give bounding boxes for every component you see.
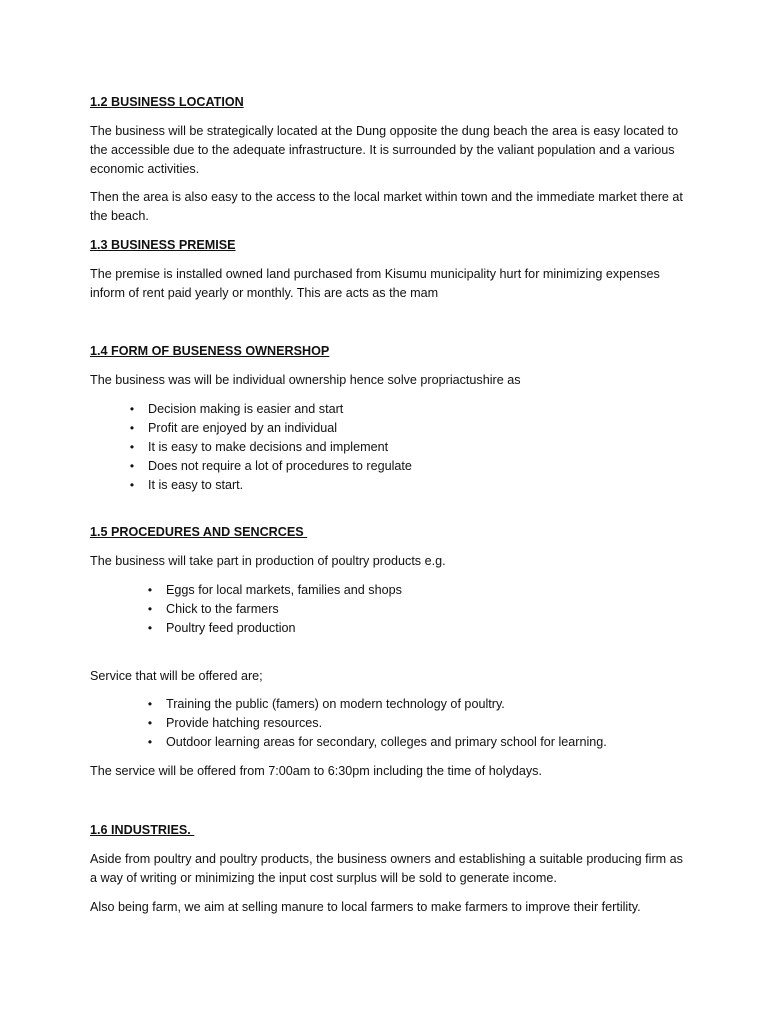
- bullet-icon: •: [147, 602, 153, 616]
- list-item: [147, 714, 607, 733]
- list-item-text: Training the public (famers) on modern technology of poultry.: [166, 697, 505, 711]
- paragraph-procedures-intro: The business will take part in production of poultry products e.g.: [90, 554, 446, 568]
- bullet-icon: •: [147, 716, 153, 730]
- list-item-text: Eggs for local markets, families and shops: [166, 583, 402, 597]
- bullet-icon: •: [129, 459, 135, 473]
- list-item-text: Poultry feed production: [166, 621, 296, 635]
- bullet-icon: •: [129, 421, 135, 435]
- paragraph-services-intro: Service that will be offered are;: [90, 669, 263, 683]
- paragraph-location-2: Then the area is also easy to the access to the local market within town and the immediate market there at the beach.: [90, 190, 683, 223]
- list-item: [147, 619, 402, 638]
- products-bullet-list: [147, 581, 402, 638]
- list-item: [147, 581, 402, 600]
- list-item: [129, 438, 412, 457]
- list-item: [129, 419, 412, 438]
- paragraph-service-hours: The service will be offered from 7:00am to 6:30pm including the time of holydays.: [90, 764, 542, 778]
- list-item: [147, 695, 607, 714]
- paragraph-industries-2: Also being farm, we aim at selling manure to local farmers to make farmers to improve their fertility.: [90, 900, 641, 914]
- list-item-text: Profit are enjoyed by an individual: [148, 421, 338, 435]
- list-item: [129, 476, 412, 495]
- list-item: [147, 600, 402, 619]
- section-heading-ownership: 1.4 FORM OF BUSENESS OWNERSHOP: [90, 344, 330, 358]
- list-item-text: It is easy to make decisions and implement: [148, 440, 389, 454]
- list-item: [129, 457, 412, 476]
- services-bullet-list: [147, 695, 607, 752]
- list-item-text: Decision making is easier and start: [148, 402, 344, 416]
- paragraph-industries-1: Aside from poultry and poultry products, the business owners and establishing a suitable producing firm as a way of writing or minimizing the input cost surplus will be sold to generate income.: [90, 852, 683, 885]
- list-item-text: Provide hatching resources.: [166, 716, 323, 730]
- list-item-text: It is easy to start.: [148, 478, 244, 492]
- list-item: [147, 733, 607, 752]
- paragraph-ownership-intro: The business was will be individual ownership hence solve propriactushire as: [90, 373, 521, 387]
- bullet-icon: •: [129, 402, 135, 416]
- list-item-text: Chick to the farmers: [166, 602, 279, 616]
- bullet-icon: •: [147, 697, 153, 711]
- bullet-icon: •: [147, 735, 153, 749]
- bullet-icon: •: [129, 440, 135, 454]
- section-heading-business-premise: 1.3 BUSINESS PREMISE: [90, 238, 236, 252]
- bullet-icon: •: [147, 621, 153, 635]
- list-item: [129, 400, 412, 419]
- bullet-icon: •: [129, 478, 135, 492]
- section-heading-industries: 1.6 INDUSTRIES.: [90, 823, 195, 837]
- list-item-text: Does not require a lot of procedures to regulate: [148, 459, 412, 473]
- paragraph-location-1: The business will be strategically located at the Dung opposite the dung beach the area is easy located to the accessible due to the adequate infrastructure. It is surrounded by the valiant population and a various economic activities.: [90, 124, 679, 176]
- list-item-text: Outdoor learning areas for secondary, colleges and primary school for learning.: [166, 735, 607, 749]
- paragraph-premise: The premise is installed owned land purchased from Kisumu municipality hurt for minimizing expenses inform of rent paid yearly or monthly. This are acts as the mam: [90, 267, 660, 300]
- bullet-icon: •: [147, 583, 153, 597]
- ownership-bullet-list: [129, 400, 412, 495]
- section-heading-procedures: 1.5 PROCEDURES AND SENCRCES: [90, 525, 308, 539]
- section-heading-business-location: 1.2 BUSINESS LOCATION: [90, 95, 244, 109]
